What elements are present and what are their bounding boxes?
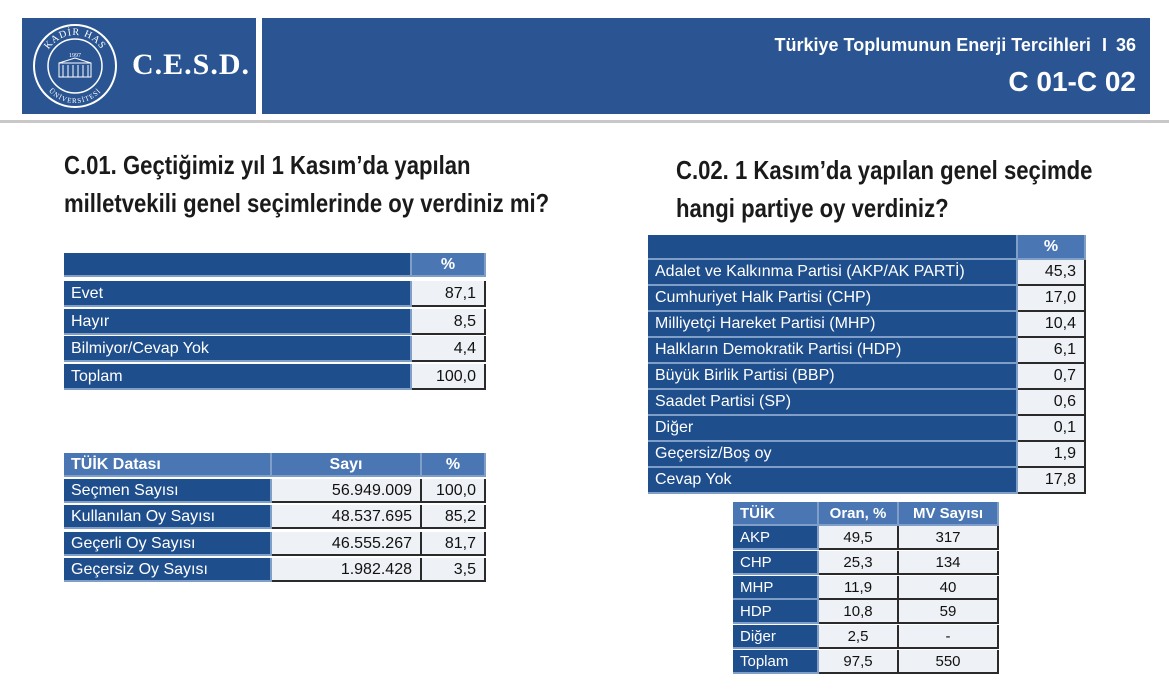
table-row-label: Milliyetçi Hareket Partisi (MHP) — [648, 312, 1018, 338]
table-row-value: 49,5 — [819, 526, 899, 550]
logo-text: C.E.S.D. — [132, 48, 251, 81]
q1-table-header-blank — [64, 253, 412, 277]
table-row-value: 17,8 — [1018, 468, 1086, 494]
table-row-value: 48.537.695 — [272, 505, 422, 529]
table-row-value: 134 — [899, 551, 999, 575]
table-row-label: Diğer — [733, 625, 819, 649]
q1-table-header-percent: % — [412, 253, 486, 277]
table-row-label: Geçerli Oy Sayısı — [64, 532, 272, 556]
table-row-value: 17,0 — [1018, 286, 1086, 312]
table-row-value: 10,8 — [819, 600, 899, 624]
table-row-label: Geçersiz Oy Sayısı — [64, 558, 272, 582]
table-row-label: Diğer — [648, 416, 1018, 442]
table-row-label: Hayır — [64, 309, 412, 335]
table-row-value: 8,5 — [412, 309, 486, 335]
table-row-label: MHP — [733, 576, 819, 600]
q2-title-line1: C.02. 1 Kasım’da yapılan genel seçimde — [676, 155, 1093, 185]
report-title: Türkiye Toplumunun Enerji Tercihleri — [774, 35, 1091, 55]
table-row-value: 317 — [899, 526, 999, 550]
table-row-label: Bilmiyor/Cevap Yok — [64, 336, 412, 362]
page-number: 36 — [1115, 35, 1136, 55]
tuik-header-percent: % — [422, 453, 486, 477]
table-row-value: 81,7 — [422, 532, 486, 556]
table-row-value: 10,4 — [1018, 312, 1086, 338]
table-row-value: 45,3 — [1018, 260, 1086, 286]
table-row-label: Adalet ve Kalkınma Partisi (AKP/AK PARTİ) — [648, 260, 1018, 286]
seal-top-text: KADİR HAS — [42, 26, 108, 52]
q2-title — [676, 151, 1092, 227]
table-row-value: 1,9 — [1018, 442, 1086, 468]
table-row-label: Seçmen Sayısı — [64, 479, 272, 503]
q1-title-line2: milletvekili genel seçimlerinde oy verdiniz mi? — [64, 188, 550, 218]
table-row-value: 40 — [899, 576, 999, 600]
seal-bottom-text: ÜNİVERSİTESİ — [47, 86, 103, 106]
table-row-label: Geçersiz/Boş oy — [648, 442, 1018, 468]
q2-table-header-blank — [648, 235, 1018, 260]
table-row-label: Evet — [64, 281, 412, 307]
table-row-label: Cevap Yok — [648, 468, 1018, 494]
table-row-value: 1.982.428 — [272, 558, 422, 582]
table-row-value: 25,3 — [819, 551, 899, 575]
table-row-label: AKP — [733, 526, 819, 550]
title-separator: I — [1101, 35, 1107, 55]
section-code: C 01-C 02 — [1008, 66, 1136, 97]
logo-panel — [22, 18, 256, 114]
table-row-value: 97,5 — [819, 650, 899, 674]
table-row-label: Saadet Partisi (SP) — [648, 390, 1018, 416]
table-row-label: Cumhuriyet Halk Partisi (CHP) — [648, 286, 1018, 312]
tuik-header-count: Sayı — [272, 453, 422, 477]
table-row-label: Kullanılan Oy Sayısı — [64, 505, 272, 529]
university-seal-icon — [32, 23, 118, 109]
title-panel — [262, 18, 1150, 114]
tuik-header-source: TÜİK Datası — [64, 453, 272, 477]
q1-title-line1: C.01. Geçtiğimiz yıl 1 Kasım’da yapılan — [64, 150, 471, 180]
table-row-value: 2,5 — [819, 625, 899, 649]
table-row-value: 100,0 — [422, 479, 486, 503]
table-row-label: Büyük Birlik Partisi (BBP) — [648, 364, 1018, 390]
table-row-value: 46.555.267 — [272, 532, 422, 556]
q2-table-header-percent: % — [1018, 235, 1086, 260]
tuik-header-source: TÜİK — [733, 502, 819, 526]
table-row-label: Toplam — [733, 650, 819, 674]
table-row-value: 56.949.009 — [272, 479, 422, 503]
table-row-label: Halkların Demokratik Partisi (HDP) — [648, 338, 1018, 364]
table-row-value: - — [899, 625, 999, 649]
table-row-value: 6,1 — [1018, 338, 1086, 364]
table-row-value: 0,1 — [1018, 416, 1086, 442]
table-row-value: 59 — [899, 600, 999, 624]
report-title-line — [775, 35, 1136, 56]
q1-title — [64, 146, 549, 222]
table-row-value: 11,9 — [819, 576, 899, 600]
table-row-value: 3,5 — [422, 558, 486, 582]
table-row-label: Toplam — [64, 364, 412, 390]
table-row-value: 87,1 — [412, 281, 486, 307]
table-row-label: CHP — [733, 551, 819, 575]
table-row-value: 4,4 — [412, 336, 486, 362]
q2-title-line2: hangi partiye oy verdiniz? — [676, 193, 949, 223]
seal-year: 1997 — [69, 53, 81, 59]
table-row-value: 0,7 — [1018, 364, 1086, 390]
tuik-header-seats: MV Sayısı — [899, 502, 999, 526]
table-row-label: HDP — [733, 600, 819, 624]
table-row-value: 85,2 — [422, 505, 486, 529]
table-row-value: 100,0 — [412, 364, 486, 390]
tuik-header-rate: Oran, % — [819, 502, 899, 526]
table-row-value: 550 — [899, 650, 999, 674]
header-divider — [0, 120, 1169, 123]
table-row-value: 0,6 — [1018, 390, 1086, 416]
